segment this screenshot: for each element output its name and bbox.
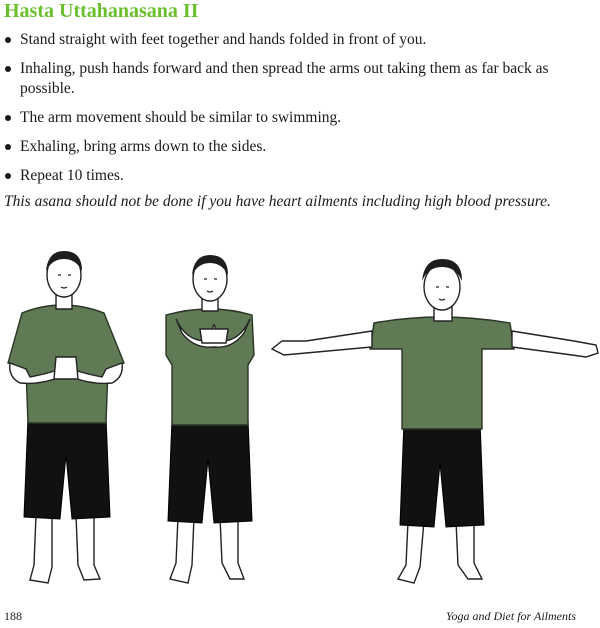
- bullet-icon: [5, 115, 11, 121]
- page-number: 188: [4, 609, 22, 623]
- health-warning: This asana should not be done if you have heart ailments including high blood pressure.: [4, 193, 551, 210]
- bullet-icon: [5, 173, 11, 179]
- bullet-icon: [5, 66, 11, 72]
- book-title: Yoga and Diet for Ailments: [445, 609, 576, 623]
- instruction-step: Repeat 10 times.: [4, 166, 594, 186]
- figure-hands-folded: [8, 251, 124, 583]
- bullet-icon: [5, 37, 11, 43]
- figure-hands-forward: [166, 255, 254, 583]
- instruction-list: [4, 30, 594, 195]
- bullet-icon: [5, 144, 11, 150]
- instruction-step: The arm movement should be similar to swimming.: [4, 108, 594, 128]
- instruction-step: Exhaling, bring arms down to the sides.: [4, 137, 594, 157]
- instruction-step: Inhaling, push hands forward and then spread the arms out taking them as far back as possible.: [4, 59, 594, 99]
- pose-illustrations: [0, 245, 600, 590]
- instruction-step: Stand straight with feet together and hands folded in front of you.: [4, 30, 594, 50]
- pose-heading: Hasta Uttahanasana II: [4, 0, 199, 22]
- figure-arms-spread: [272, 259, 598, 583]
